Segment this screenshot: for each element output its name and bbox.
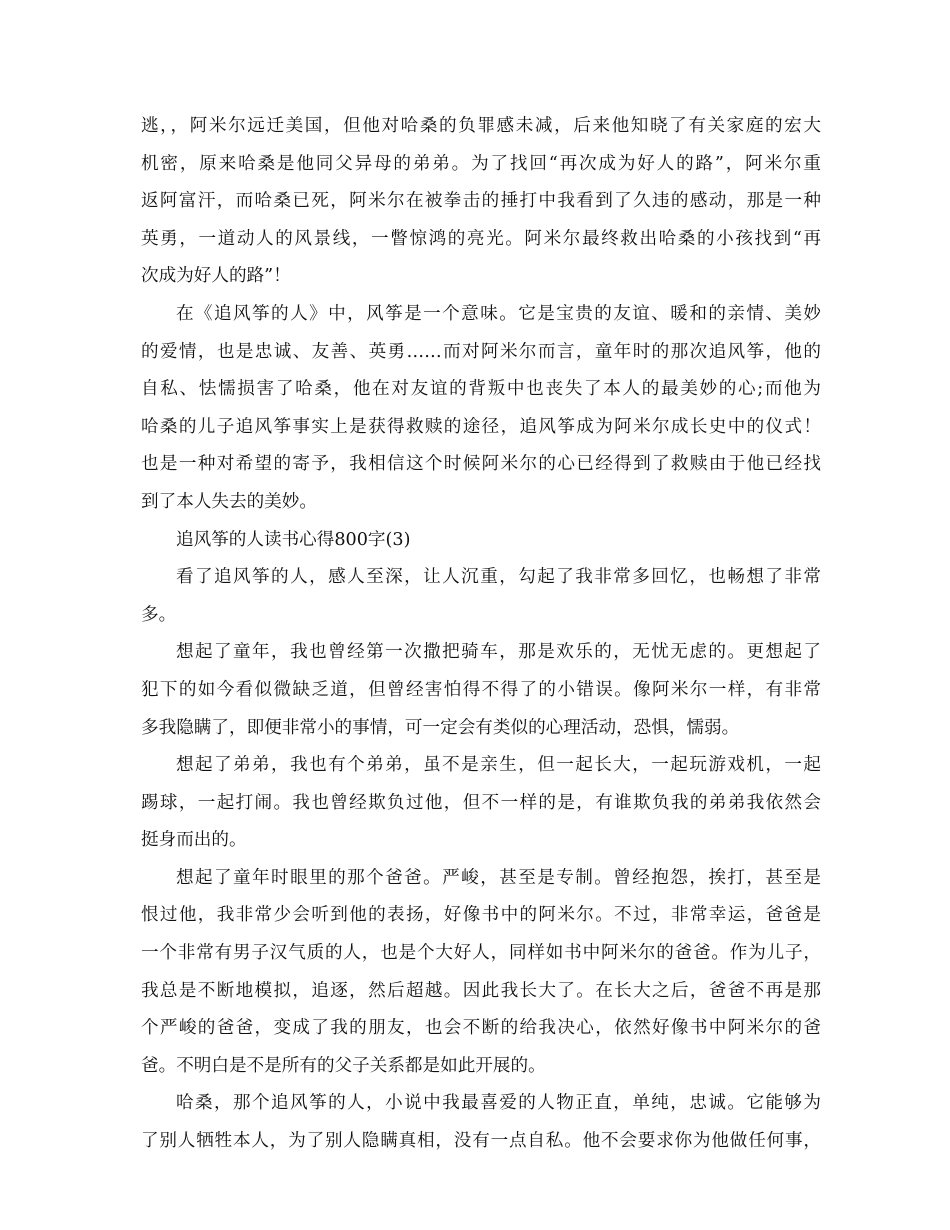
document-body: [141, 108, 821, 1161]
text-line: 踢球，一起打闹。我也曾经欺负过他，但不一样的是，有谁欺负我的弟弟我依然会: [141, 792, 821, 813]
section-heading: 追风筝的人读书心得800字(3): [176, 529, 411, 550]
paragraph-first-line: 想起了弟弟，我也有个弟弟，虽不是亲生，但一起长大，一起玩游戏机，一起: [176, 755, 821, 776]
text-line: 哈桑的儿子追风筝事实上是获得救赎的途径，追风筝成为阿米尔成长史中的仪式！: [141, 416, 821, 437]
text-line: 我总是不断地模拟，追逐，然后超越。因此我长大了。在长大之后，爸爸不再是那: [141, 980, 821, 1001]
paragraph-first-line: 看了追风筝的人，感人至深，让人沉重，勾起了我非常多回忆，也畅想了非常: [176, 567, 821, 588]
text-line: 挺身而出的。: [141, 830, 247, 851]
text-line: 的爱情，也是忠诚、友善、英勇……而对阿米尔而言，童年时的那次追风筝，他的: [141, 341, 821, 362]
text-line: 个严峻的爸爸，变成了我的朋友，也会不断的给我决心，依然好像书中阿米尔的爸: [141, 1018, 821, 1039]
text-line: 也是一种对希望的寄予，我相信这个时候阿米尔的心已经得到了救赎由于他已经找: [141, 454, 821, 475]
paragraph-first-line: 想起了童年，我也曾经第一次撒把骑车，那是欢乐的，无忧无虑的。更想起了: [176, 642, 821, 663]
text-line: 到了本人失去的美妙。: [141, 491, 317, 512]
paragraph-first-line: 想起了童年时眼里的那个爸爸。严峻，甚至是专制。曾经抱怨，挨打，甚至是: [176, 867, 821, 888]
paragraph-first-line: 在《追风筝的人》中，风筝是一个意味。它是宝贵的友谊、暖和的亲情、美妙: [176, 303, 821, 324]
text-line: 犯下的如今看似微缺乏道，但曾经害怕得不得了的小错误。像阿米尔一样，有非常: [141, 679, 821, 700]
text-line: 次成为好人的路”！: [141, 266, 291, 287]
text-line: 返阿富汗，而哈桑已死，阿米尔在被拳击的捶打中我看到了久违的感动，那是一种: [141, 191, 821, 212]
text-line: 多。: [141, 604, 177, 625]
text-line: 机密，原来哈桑是他同父异母的弟弟。为了找回“再次成为好人的路”，阿米尔重: [141, 153, 821, 174]
text-line: 自私、怯懦损害了哈桑，他在对友谊的背叛中也丧失了本人的最美妙的心;而他为: [141, 379, 821, 400]
text-line: 恨过他，我非常少会听到他的表扬，好像书中的阿米尔。不过，非常幸运，爸爸是: [141, 905, 821, 926]
text-line: 逃，，阿米尔远迁美国，但他对哈桑的负罪感未减，后来他知晓了有关家庭的宏大: [141, 116, 821, 136]
text-line: 一个非常有男子汉气质的人，也是个大好人，同样如书中阿米尔的爸爸。作为儿子，: [141, 943, 821, 964]
paragraph-first-line: 哈桑，那个追风筝的人，小说中我最喜爱的人物正直，单纯，忠诚。它能够为: [176, 1093, 821, 1114]
text-line: 了别人牺牲本人，为了别人隐瞒真相，没有一点自私。他不会要求你为他做任何事，: [141, 1131, 821, 1152]
text-line: 英勇，一道动人的风景线，一瞥惊鸿的亮光。阿米尔最终救出哈桑的小孩找到“再: [141, 228, 821, 249]
text-line: 多我隐瞒了，即便非常小的事情，可一定会有类似的心理活动，恐惧，懦弱。: [141, 717, 740, 738]
text-line: 爸。不明白是不是所有的父子关系都是如此开展的。: [141, 1055, 546, 1076]
